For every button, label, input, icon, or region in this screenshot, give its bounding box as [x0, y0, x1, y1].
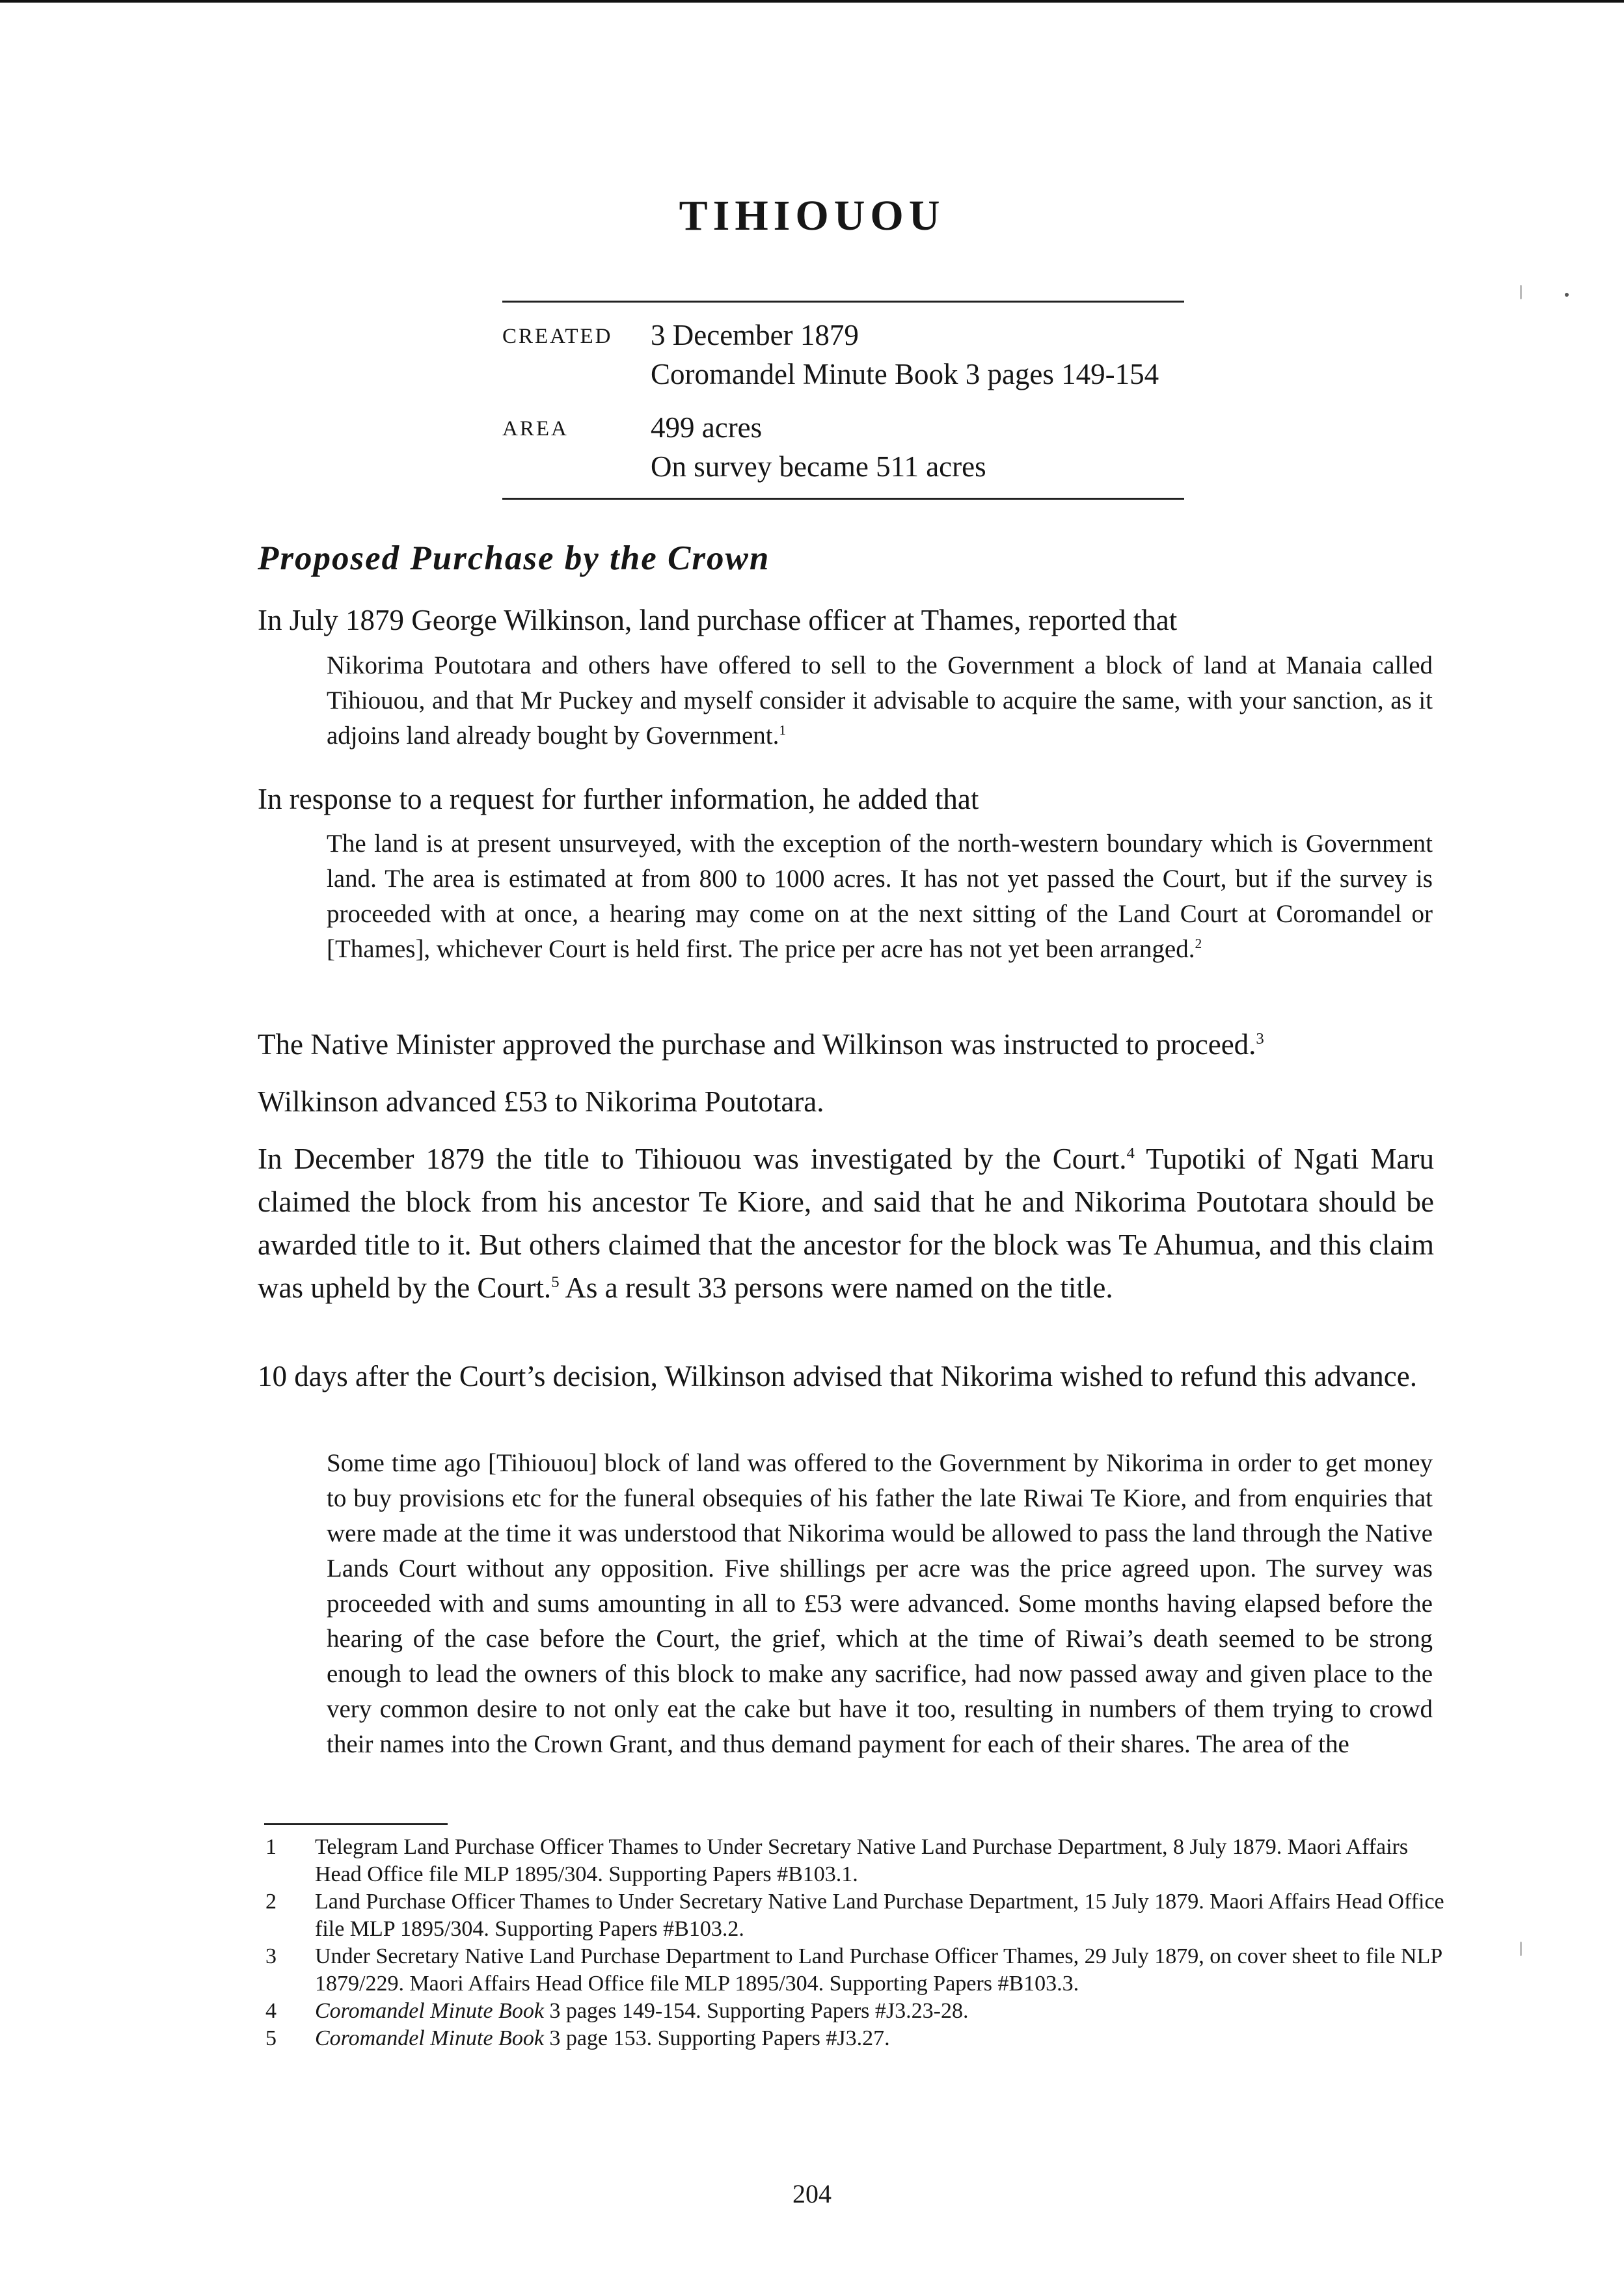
quote-text: The land is at present unsurveyed, with the exception of the north-western boundary which is Government land. The area is estimated at from 800 to 1000 acres. It has not yet passed the Court, but if the survey is proceeded with at once, a hearing may come on at the next sitting of the Land Court at Coromandel or [Thames], whichever Court is held first. The price per acre has not yet been arranged. [327, 830, 1433, 963]
footnote-text [315, 1943, 1455, 1998]
footnote-text [315, 2025, 1455, 2052]
footnotes [258, 1834, 1455, 2052]
block-quote-refund [327, 1446, 1433, 1762]
footnote-ref[interactable]: 1 [779, 722, 787, 738]
quote-text: Some time ago [Tihiouou] block of land was offered to the Government by Nikorima in order to get money to buy provisions etc for the funeral obsequies of his father the late Riwai Te Kiore, and from enquiries that were made at the time it was understood that Nikorima would be allowed to pass the land through the Native Lands Court without any opposition. Five shillings per acre was the price agreed upon. The survey was proceeded with and sums amounting in all to £53 were advanced. Some months having elapsed before the hearing of the case before the Court, the grief, which at the time of Riwai’s death seemed to be strong enough to lead the owners of this block to make any sacrifice, had now passed away and given place to the very common desire to not only eat the cake but have it too, resulting in numbers of them trying to crowd their names into the Crown Grant, and thus demand payment for each of their shares. The area of the [327, 1449, 1433, 1758]
footnote-body: 3 pages 149-154. Supporting Papers #J3.23-28. [543, 1999, 969, 2023]
scan-mark [1520, 1942, 1522, 1956]
area-survey: On survey became 511 acres [651, 450, 986, 483]
footnote-ref[interactable]: 4 [1126, 1145, 1135, 1162]
paragraph-text: Tupotiki of Ngati Maru claimed the block from his ancestor Te Kiore, and said that he and Nikorima Poutotara should be awarded title to it. But others claimed that the ancestor for the block was Te Ahumua, and this claim was upheld by the Court. [258, 1143, 1434, 1304]
created-row [502, 316, 1184, 394]
section-heading: Proposed Purchase by the Crown [258, 539, 770, 577]
footnote [258, 1998, 1455, 2025]
metadata-bottom-rule [502, 498, 1184, 500]
paragraph-refund [258, 1355, 1434, 1398]
paragraph-further-info [258, 778, 1434, 821]
created-values [651, 316, 1159, 394]
paragraph-text: As a result 33 persons were named on the title. [559, 1271, 1113, 1304]
quote-text: Nikorima Poutotara and others have offered to sell to the Government a block of land at Manaia called Tihiouou, and that Mr Puckey and myself consider it advisable to acquire the same, with your sanction, as it adjoins land already bought by Government. [327, 651, 1433, 750]
paragraph-text: 10 days after the Court’s decision, Wilkinson advised that Nikorima wished to refund this advance. [258, 1360, 1417, 1392]
block-quote-survey [327, 826, 1433, 967]
footnote-text [315, 1998, 1455, 2025]
footnote-number: 4 [265, 1999, 277, 2023]
footnote-lead: Coromandel Minute Book [315, 2026, 544, 2050]
footnote-number: 2 [265, 1890, 277, 1914]
paragraph-advance [258, 1080, 1434, 1123]
block-quote-offer [327, 648, 1433, 753]
block-metadata-table [502, 301, 1184, 500]
paragraph-text: In July 1879 George Wilkinson, land purchase officer at Thames, reported that [258, 604, 1178, 636]
paragraph-intro [258, 599, 1434, 642]
page-title: TIHIOUOU [679, 192, 945, 239]
footnote-text [315, 1834, 1455, 1888]
metadata-top-rule [502, 301, 1184, 303]
created-date: 3 December 1879 [651, 319, 859, 351]
footnote-ref[interactable]: 3 [1256, 1030, 1264, 1048]
footnote-body: Telegram Land Purchase Officer Thames to Under Secretary Native Land Purchase Department, 8 July 1879. Maori Affairs Head Office file MLP 1895/304. Supporting Papers #B103.1. [315, 1835, 1409, 1886]
page-number: 204 [792, 2179, 832, 2208]
footnote-text [315, 1888, 1455, 1943]
area-values [651, 408, 986, 486]
footnote [258, 1834, 1455, 1888]
area-estimate: 499 acres [651, 411, 763, 444]
footnote-body: 3 page 153. Supporting Papers #J3.27. [543, 2026, 890, 2050]
scan-mark [1520, 285, 1522, 299]
area-label: AREA [502, 417, 569, 441]
footnote-separator [264, 1823, 448, 1825]
paragraph-text: The Native Minister approved the purchase and Wilkinson was instructed to proceed. [258, 1028, 1256, 1061]
footnote-number: 1 [265, 1835, 277, 1859]
footnote-ref[interactable]: 2 [1195, 936, 1202, 951]
area-row [502, 408, 1184, 486]
footnote [258, 1888, 1455, 1943]
page-top-border [0, 0, 1624, 3]
footnote-ref[interactable]: 5 [551, 1273, 560, 1291]
footnote-number: 5 [265, 2026, 277, 2050]
created-source: Coromandel Minute Book 3 pages 149-154 [651, 358, 1159, 390]
paragraph-court-investigation [258, 1137, 1434, 1309]
footnote-lead: Coromandel Minute Book [315, 1999, 544, 2023]
paragraph-minister-approval [258, 1023, 1434, 1066]
footnote [258, 1943, 1455, 1998]
paragraph-text: In response to a request for further information, he added that [258, 783, 979, 815]
footnote-body: Under Secretary Native Land Purchase Department to Land Purchase Officer Thames, 29 July 1879, on cover sheet to file NLP 1879/229. Maori Affairs Head Office file MLP 1895/304. Supporting Papers #B103.3. [315, 1944, 1442, 1996]
scan-speck [1565, 293, 1569, 297]
footnote [258, 2025, 1455, 2052]
created-label: CREATED [502, 325, 613, 348]
footnote-number: 3 [265, 1944, 277, 1968]
footnote-body: Land Purchase Officer Thames to Under Secretary Native Land Purchase Department, 15 July 1879. Maori Affairs Head Office file MLP 1895/304. Supporting Papers #B103.2. [315, 1890, 1444, 1941]
paragraph-text: In December 1879 the title to Tihiouou was investigated by the Court. [258, 1143, 1127, 1175]
paragraph-text: Wilkinson advanced £53 to Nikorima Poutotara. [258, 1085, 824, 1118]
